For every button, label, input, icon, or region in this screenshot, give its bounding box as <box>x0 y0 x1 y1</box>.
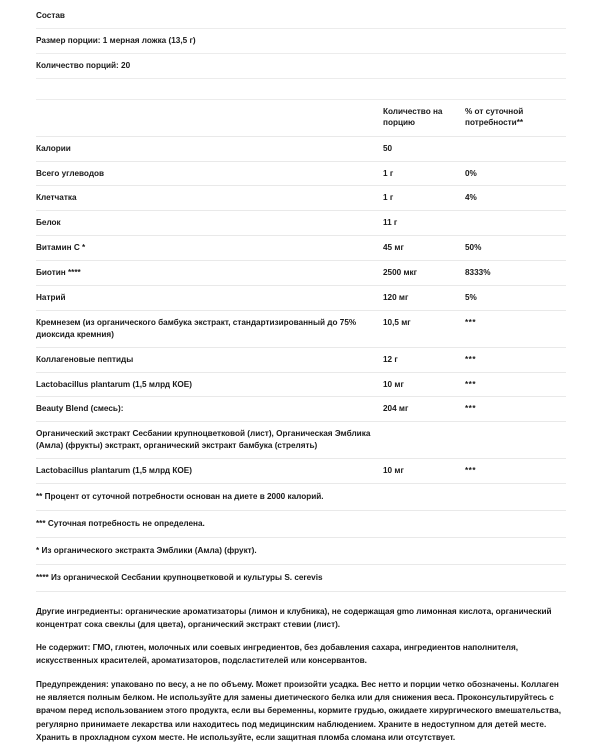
nutrient-daily-value: 5% <box>465 285 566 310</box>
table-row <box>36 161 566 186</box>
nutrient-name: Lactobacillus plantarum (1,5 млрд КОЕ) <box>36 372 383 397</box>
footnote-row <box>36 537 566 564</box>
nutrient-name: Витамин С * <box>36 236 383 261</box>
footnote-row <box>36 510 566 537</box>
nutrient-daily-value: *** <box>465 459 566 484</box>
nutrient-name: Beauty Blend (смесь): <box>36 397 383 422</box>
footnote-text: *** Суточная потребность не определена. <box>36 510 566 537</box>
table-row <box>36 285 566 310</box>
nutrient-daily-value: *** <box>465 372 566 397</box>
table-row <box>36 136 566 161</box>
nutrient-amount: 120 мг <box>383 285 465 310</box>
nutrient-name: Кремнезем (из органического бамбука экстракт, стандартизированный до 75% диоксида кремния) <box>36 310 383 347</box>
nutrient-daily-value <box>465 136 566 161</box>
table-header-row <box>36 99 566 136</box>
nutrient-name: Всего углеводов <box>36 161 383 186</box>
spacer-cell-name <box>36 78 383 99</box>
nutrient-daily-value: *** <box>465 347 566 372</box>
table-row <box>36 397 566 422</box>
footnote-row <box>36 564 566 591</box>
table-row-blend-ingredients <box>36 422 566 459</box>
table-row <box>36 459 566 484</box>
nutrient-daily-value <box>465 211 566 236</box>
nutrient-amount: 10 мг <box>383 459 465 484</box>
nutrient-daily-value: 4% <box>465 186 566 211</box>
nutrient-name: Клетчатка <box>36 186 383 211</box>
footnote-text: * Из органического экстракта Эмблики (Амла) (фрукт). <box>36 537 566 564</box>
nutrient-amount: 45 мг <box>383 236 465 261</box>
nutrient-amount: 10,5 мг <box>383 310 465 347</box>
nutrient-name: Натрий <box>36 285 383 310</box>
serving-size-dv <box>465 28 566 53</box>
table-row <box>36 186 566 211</box>
nutrient-amount: 12 г <box>383 347 465 372</box>
table-row-serving-size <box>36 28 566 53</box>
table-row-composition <box>36 4 566 28</box>
nutrient-amount: 204 мг <box>383 397 465 422</box>
nutrient-amount: 2500 мкг <box>383 261 465 286</box>
nutrient-daily-value: 8333% <box>465 261 566 286</box>
table-row <box>36 261 566 286</box>
table-row <box>36 372 566 397</box>
servings-per-container-dv <box>465 53 566 78</box>
footnote-text: **** Из органической Сесбании крупноцветковой и культуры S. cerevis <box>36 564 566 591</box>
table-body <box>36 4 566 591</box>
table-row <box>36 347 566 372</box>
nutrient-daily-value: *** <box>465 310 566 347</box>
blend-ingredients-amount <box>383 422 465 459</box>
composition-amount <box>383 4 465 28</box>
supplement-facts-table <box>36 4 566 592</box>
spacer-cell-amount <box>383 78 465 99</box>
nutrient-daily-value: 50% <box>465 236 566 261</box>
blend-ingredients-daily-value <box>465 422 566 459</box>
warnings-paragraph: Предупреждения: упаковано по весу, а не по объему. Может произойти усадка. Вес нетто и порции четко обозначены. Коллаген не является полным белком. Не используйте для замены диетического белка или для снижения веса. Проконсультируйтесь с врачом перед использованием этого продукта, если вы беременны, кормите грудью, ожидаете хирургического вмешательства, регулярно принимаете лекарства или находитесь под медицинским наблюдением. Храните в недоступном для детей месте. Хранить в прохладном сухом месте. Не используйте, если защитная пломба сломана или отсутствует. <box>36 679 561 742</box>
table-row <box>36 236 566 261</box>
nutrient-daily-value: 0% <box>465 161 566 186</box>
table-row-servings-per-container <box>36 53 566 78</box>
composition-dv <box>465 4 566 28</box>
composition-label: Состав <box>36 4 383 28</box>
column-header-amount-per-serving: Количество на порцию <box>383 99 465 136</box>
nutrient-name: Белок <box>36 211 383 236</box>
nutrient-amount: 1 г <box>383 186 465 211</box>
supplement-facts-panel <box>0 4 600 742</box>
servings-per-container-label: Количество порций: 20 <box>36 53 383 78</box>
nutrient-amount: 50 <box>383 136 465 161</box>
column-header-daily-value: % от суточной потребности** <box>465 99 566 136</box>
table-row <box>36 310 566 347</box>
other-ingredients-paragraph: Другие ингредиенты: органические ароматизаторы (лимон и клубника), не содержащая gmo лимонная кислота, органический концентрат сока свеклы (для цвета), органический экстракт стевии (лист). <box>36 606 552 629</box>
nutrient-name: Коллагеновые пептиды <box>36 347 383 372</box>
table-spacer-row <box>36 78 566 99</box>
nutrient-name: Биотин **** <box>36 261 383 286</box>
footnote-text: ** Процент от суточной потребности основан на диете в 2000 калорий. <box>36 484 566 511</box>
nutrient-name: Lactobacillus plantarum (1,5 млрд КОЕ) <box>36 459 383 484</box>
serving-size-amount <box>383 28 465 53</box>
serving-size-label: Размер порции: 1 мерная ложка (13,5 г) <box>36 28 383 53</box>
servings-per-container-amount <box>383 53 465 78</box>
spacer-cell-dv <box>465 78 566 99</box>
free-from-paragraph: Не содержит: ГМО, глютен, молочных или соевых ингредиентов, без добавления сахара, ингредиентов наполнителя, искусственных красителей, ароматизаторов, подсластителей или консервантов. <box>36 643 519 666</box>
nutrient-amount: 11 г <box>383 211 465 236</box>
disclaimer-paragraphs <box>36 605 569 744</box>
nutrient-amount: 1 г <box>383 161 465 186</box>
column-header-name <box>36 99 383 136</box>
nutrient-amount: 10 мг <box>383 372 465 397</box>
footnote-row <box>36 484 566 511</box>
table-row <box>36 211 566 236</box>
blend-ingredients-text: Органический экстракт Сесбании крупноцветковой (лист), Органическая Эмблика (Амла) (фрукты) экстракт, органический экстракт бамбука (стрелять) <box>36 422 383 459</box>
nutrient-name: Калории <box>36 136 383 161</box>
nutrient-daily-value: *** <box>465 397 566 422</box>
